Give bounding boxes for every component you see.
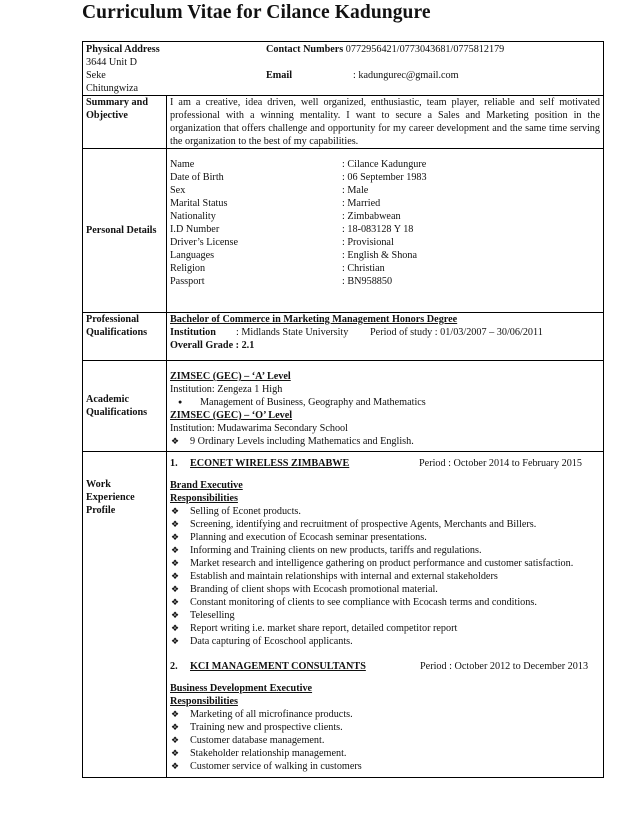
job-number: 2.	[170, 661, 178, 672]
diamond-bullet-icon: ❖	[171, 436, 180, 446]
duty-item	[170, 583, 600, 596]
duty-list	[170, 708, 600, 773]
duty-text: Market research and intelligence gathering on product performance and customer satisfaction.	[190, 558, 574, 569]
duty-item	[170, 609, 600, 622]
o-level-institution: Institution: Mudawarima Secondary School	[170, 423, 348, 434]
work-label-line: Profile	[86, 505, 116, 516]
job-period: Period : October 2014 to February 2015	[419, 458, 582, 469]
diamond-bullet-icon: ❖	[171, 558, 180, 568]
personal-field-value: : Cilance Kadungure	[342, 159, 427, 170]
duty-text: Establish and maintain relationships with internal and external stakeholders	[190, 571, 498, 582]
personal-field-label: Nationality	[170, 211, 216, 222]
duty-text: Branding of client shops with Ecocash promotional material.	[190, 584, 438, 595]
job-responsibilities-label: Responsibilities	[170, 696, 238, 707]
personal-field-label: Passport	[170, 276, 205, 287]
professional-label-line: Professional	[86, 314, 140, 325]
bullet-dot-icon: ●	[178, 398, 183, 406]
personal-row	[83, 149, 604, 313]
personal-field-label: Marital Status	[170, 198, 228, 209]
duty-item	[170, 557, 600, 570]
job-responsibilities-label: Responsibilities	[170, 493, 238, 504]
professional-label	[83, 313, 167, 361]
diamond-bullet-icon: ❖	[171, 761, 180, 771]
work-label-line: Experience	[86, 492, 135, 503]
job-period: Period : October 2012 to December 2013	[420, 661, 589, 672]
duty-text: Training new and prospective clients.	[190, 722, 343, 733]
job-company: KCI MANAGEMENT CONSULTANTS	[190, 661, 366, 672]
summary-label-line: Objective	[86, 110, 128, 121]
duty-item	[170, 544, 600, 557]
contact-label: Contact Numbers	[266, 44, 344, 55]
duty-item	[170, 734, 600, 747]
job-role: Business Development Executive	[170, 683, 313, 694]
duty-text: Informing and Training clients on new products, tariffs and regulations.	[190, 545, 482, 556]
duty-item	[170, 596, 600, 609]
duty-item	[170, 747, 600, 760]
duty-text: Stakeholder relationship management.	[190, 748, 347, 759]
professional-label-line: Qualifications	[86, 327, 148, 338]
job-role: Brand Executive	[170, 480, 243, 491]
diamond-bullet-icon: ❖	[171, 532, 180, 542]
address-line: 3644 Unit D	[86, 57, 137, 68]
contact-value: 0772956421/0773043681/0775812179	[345, 44, 505, 55]
academic-label-line: Qualifications	[86, 407, 148, 418]
academic-row	[83, 361, 604, 452]
personal-field-label: Religion	[170, 263, 206, 274]
job-number: 1.	[170, 458, 178, 469]
duty-item	[170, 570, 600, 583]
email-value[interactable]: : kadungurec@gmail.com	[353, 70, 459, 81]
personal-details	[167, 149, 604, 313]
duty-item	[170, 635, 600, 648]
diamond-bullet-icon: ❖	[171, 722, 180, 732]
duty-text: Marketing of all microfinance products.	[190, 709, 353, 720]
professional-details	[167, 313, 604, 361]
job-header	[170, 660, 600, 673]
work-label	[83, 452, 167, 778]
academic-label-line: Academic	[86, 394, 129, 405]
professional-row	[83, 313, 604, 361]
personal-field-label: Date of Birth	[170, 172, 224, 183]
duty-text: Customer database management.	[190, 735, 325, 746]
academic-label	[83, 361, 167, 452]
job-header	[170, 457, 600, 470]
institution-value: : Midlands State University	[236, 327, 349, 338]
personal-field-label: Name	[170, 159, 195, 170]
overall-grade: Overall Grade : 2.1	[170, 340, 255, 351]
duty-text: Planning and execution of Ecocash seminar presentations.	[190, 532, 427, 543]
duty-text: Selling of Econet products.	[190, 506, 301, 517]
a-level-institution: Institution: Zengeza 1 High	[170, 384, 283, 395]
diamond-bullet-icon: ❖	[171, 636, 180, 646]
diamond-bullet-icon: ❖	[171, 506, 180, 516]
duty-text: Customer service of walking in customers	[190, 761, 362, 772]
duty-item	[170, 622, 600, 635]
a-level-subjects: Management of Business, Geography and Mathematics	[200, 397, 426, 408]
page-title: Curriculum Vitae for Cilance Kadungure	[82, 2, 431, 23]
address-line: Seke	[86, 70, 106, 81]
personal-field-label: Languages	[170, 250, 215, 261]
study-period: Period of study : 01/03/2007 – 30/06/2011	[370, 327, 543, 338]
diamond-bullet-icon: ❖	[171, 545, 180, 555]
personal-field-value: : Married	[342, 198, 381, 209]
work-details	[167, 452, 604, 778]
personal-field-value: : Male	[342, 185, 369, 196]
personal-field-label: I.D Number	[170, 224, 220, 235]
cv-table	[82, 41, 604, 778]
academic-details	[167, 361, 604, 452]
diamond-bullet-icon: ❖	[171, 709, 180, 719]
duty-item	[170, 708, 600, 721]
a-level-title: ZIMSEC (GEC) – ‘A’ Level	[170, 371, 291, 382]
diamond-bullet-icon: ❖	[171, 735, 180, 745]
personal-field-value: : Zimbabwean	[342, 211, 401, 222]
summary-label	[83, 96, 167, 149]
duty-item	[170, 760, 600, 773]
diamond-bullet-icon: ❖	[171, 610, 180, 620]
duty-text: Data capturing of Ecoschool applicants.	[190, 636, 353, 647]
address-label: Physical Address	[86, 44, 160, 55]
header-row	[83, 42, 604, 96]
summary-text: I am a creative, idea driven, well organized, enthusiastic, team player, reliable and self motivated professional with a winning mentality. I want to secure a Sales and Marketing position in the organization that offers challenge and opportunity for my career development and the same time serving the organization to the best of my capabilities.	[167, 96, 604, 149]
summary-label-line: Summary and	[86, 97, 148, 108]
duty-text: Screening, identifying and recruitment of prospective Agents, Merchants and Billers.	[190, 519, 537, 530]
duty-item	[170, 505, 600, 518]
address-line: Chitungwiza	[86, 83, 139, 94]
duty-text: Report writing i.e. market share report, detailed competitor report	[190, 623, 458, 634]
diamond-bullet-icon: ❖	[171, 571, 180, 581]
diamond-bullet-icon: ❖	[171, 623, 180, 633]
o-level-title: ZIMSEC (GEC) – ‘O’ Level	[170, 410, 293, 421]
diamond-bullet-icon: ❖	[171, 597, 180, 607]
o-level-subjects: 9 Ordinary Levels including Mathematics and English.	[190, 436, 414, 447]
header-cell	[83, 42, 604, 96]
degree-title: Bachelor of Commerce in Marketing Management Honors Degree	[170, 314, 458, 325]
duty-text: Constant monitoring of clients to see compliance with Ecocash terms and conditions.	[190, 597, 537, 608]
email-label: Email	[266, 70, 293, 81]
duty-item	[170, 518, 600, 531]
diamond-bullet-icon: ❖	[171, 519, 180, 529]
diamond-bullet-icon: ❖	[171, 748, 180, 758]
work-label-line: Work	[86, 479, 111, 490]
diamond-bullet-icon: ❖	[171, 584, 180, 594]
personal-field-value: : 18-083128 Y 18	[342, 224, 414, 235]
personal-field-label: Sex	[170, 185, 186, 196]
summary-row	[83, 96, 604, 149]
personal-field-label: Driver’s License	[170, 237, 238, 248]
duty-list	[170, 505, 600, 648]
personal-field-value: : English & Shona	[342, 250, 417, 261]
duty-item	[170, 721, 600, 734]
personal-label: Personal Details	[83, 149, 167, 313]
institution-label: Institution	[170, 327, 216, 338]
duty-item	[170, 531, 600, 544]
personal-field-value: : Christian	[342, 263, 385, 274]
personal-field-value: : 06 September 1983	[342, 172, 427, 183]
personal-field-value: : BN958850	[342, 276, 393, 287]
job-company: ECONET WIRELESS ZIMBABWE	[190, 458, 350, 469]
personal-field-value: : Provisional	[342, 237, 394, 248]
personal-grid	[170, 158, 600, 288]
work-row	[83, 452, 604, 778]
duty-text: Teleselling	[190, 610, 235, 621]
